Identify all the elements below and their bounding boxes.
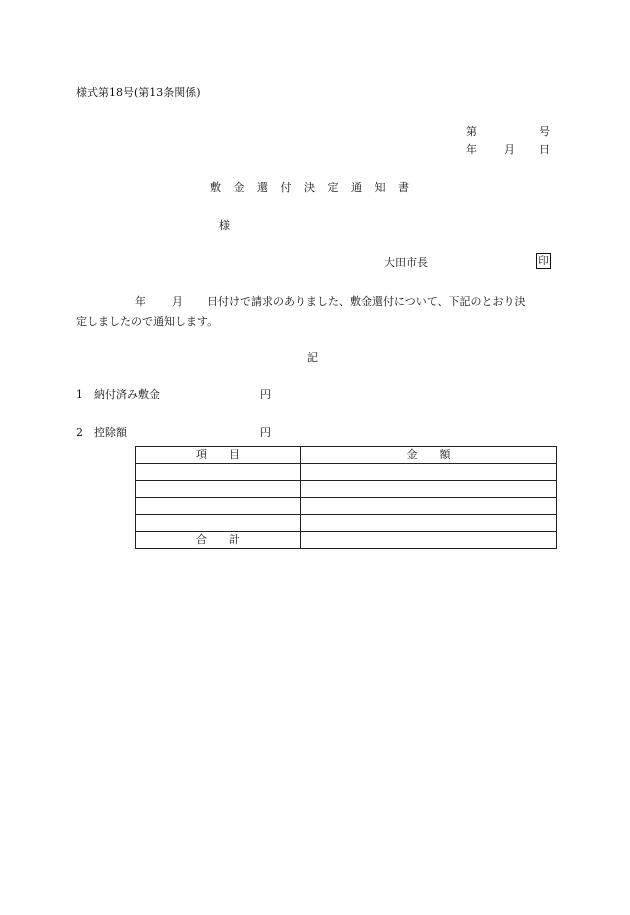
item-label: 1 納付済み敷金 <box>76 388 160 401</box>
item-unit: 円 <box>260 388 271 401</box>
table-cell <box>136 464 301 481</box>
table-cell <box>136 481 301 498</box>
ki-heading: 記 <box>307 351 318 364</box>
seal-mark: 印 <box>536 253 551 269</box>
table-cell <box>136 498 301 515</box>
table-cell <box>136 515 301 532</box>
item-deduction <box>76 424 276 440</box>
table-row <box>136 515 557 532</box>
addressee-honorific: 様 <box>219 219 230 232</box>
form-label: 様式第18号(第13条関係) <box>76 86 201 99</box>
table-cell <box>301 464 557 481</box>
notice-body <box>76 292 566 332</box>
table-header-row <box>136 447 557 464</box>
table-row <box>136 498 557 515</box>
table-row <box>136 481 557 498</box>
body-text-line1: 日付けで請求のありました、敷金還付について、下記のとおり決 <box>207 295 526 308</box>
document-title: 敷金還付決定通知書 <box>210 181 422 194</box>
table-cell <box>301 498 557 515</box>
table-cell <box>301 515 557 532</box>
item-label: 2 控除額 <box>76 426 127 439</box>
item-unit: 円 <box>260 426 271 439</box>
date-month: 月 <box>504 143 515 156</box>
header-amount: 金 額 <box>301 447 557 464</box>
deduction-table <box>135 446 557 549</box>
issuer-name: 大田市長 <box>384 256 428 269</box>
table-total-row <box>136 532 557 549</box>
body-year: 年 <box>135 295 146 308</box>
total-value <box>301 532 557 549</box>
doc-number-prefix: 第 <box>466 125 477 138</box>
body-line-1 <box>76 292 566 312</box>
doc-number-suffix: 号 <box>539 125 550 138</box>
item-paid-deposit <box>76 386 276 402</box>
date-day: 日 <box>539 143 550 156</box>
body-month: 月 <box>172 295 183 308</box>
table-cell <box>301 481 557 498</box>
header-item: 項 目 <box>136 447 301 464</box>
body-text-line2: 定しましたので通知します。 <box>76 315 219 328</box>
table-row <box>136 464 557 481</box>
date-year: 年 <box>466 143 477 156</box>
total-label: 合 計 <box>136 532 301 549</box>
